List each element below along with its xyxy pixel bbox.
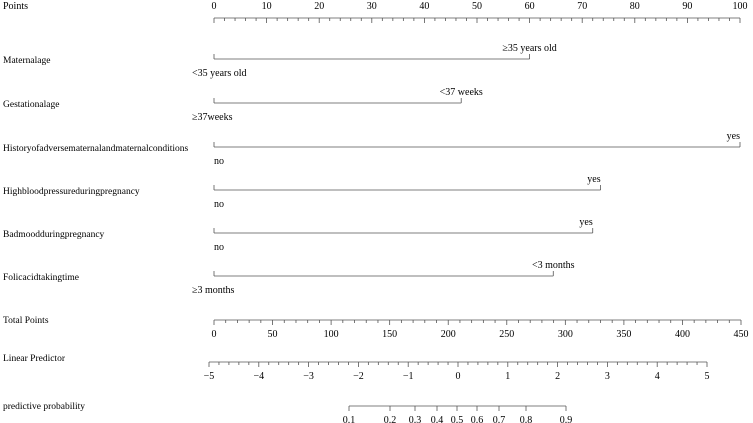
- points-tick-label: 60: [524, 1, 535, 12]
- lp-tick-label: 3: [604, 371, 610, 382]
- total-tick-label: 450: [733, 329, 749, 340]
- probability-tick-label: 0.8: [519, 415, 533, 423]
- points-tick-label: 20: [314, 1, 325, 12]
- variable-label: Badmoodduringpregnancy: [3, 230, 105, 240]
- variable-label: Folicacidtakingtime: [3, 273, 79, 283]
- points-tick-label: 90: [682, 1, 693, 12]
- level-label: <35 years old: [192, 68, 247, 79]
- level-label: no: [214, 242, 224, 253]
- linear-predictor-label: Linear Predictor: [3, 354, 65, 364]
- total-tick-label: 300: [557, 329, 573, 340]
- variable-label: Maternalage: [3, 56, 51, 66]
- lp-tick-label: 0: [455, 371, 461, 382]
- lp-tick-label: −4: [253, 371, 265, 382]
- points-tick-label: 0: [211, 1, 217, 12]
- total-tick-label: 150: [382, 329, 398, 340]
- variable-label: Highbloodpressureduringpregnancy: [3, 187, 140, 197]
- total-tick-label: 0: [211, 329, 217, 340]
- probability-tick-label: 0.9: [559, 415, 573, 423]
- points-tick-label: 10: [261, 1, 272, 12]
- points-tick-label: 40: [419, 1, 430, 12]
- lp-tick-label: −3: [303, 371, 314, 382]
- total-tick-label: 100: [323, 329, 339, 340]
- total-tick-label: 350: [616, 329, 632, 340]
- variable-label: Historyofadversematernalandmaternalconditions: [3, 144, 189, 154]
- probability-tick-label: 0.6: [470, 415, 484, 423]
- level-label: no: [214, 199, 224, 210]
- lp-tick-label: 4: [654, 371, 660, 382]
- points-tick-label: 80: [629, 1, 640, 12]
- points-axis-label: Points: [3, 1, 29, 12]
- total-tick-label: 50: [267, 329, 278, 340]
- level-label: yes: [726, 131, 740, 142]
- lp-tick-label: −1: [402, 371, 414, 382]
- probability-tick-label: 0.1: [342, 415, 356, 423]
- probability-axis-label: predictive probability: [3, 402, 86, 412]
- points-tick-label: 50: [472, 1, 482, 12]
- level-label: ≥3 months: [192, 285, 235, 296]
- total-tick-label: 250: [499, 329, 515, 340]
- lp-tick-label: −2: [353, 371, 364, 382]
- lp-tick-label: 5: [704, 371, 710, 382]
- probability-tick-label: 0.3: [408, 415, 422, 423]
- total-points-label: Total Points: [3, 316, 49, 326]
- level-label: <3 months: [531, 260, 575, 271]
- points-tick-label: 70: [577, 1, 588, 12]
- points-tick-label: 30: [366, 1, 377, 12]
- total-tick-label: 400: [674, 329, 690, 340]
- probability-tick-label: 0.5: [450, 415, 464, 423]
- lp-tick-label: −5: [203, 371, 215, 382]
- level-label: <37 weeks: [439, 87, 483, 98]
- points-tick-label: 100: [732, 1, 748, 12]
- level-label: yes: [579, 217, 593, 228]
- level-label: ≥37weeks: [192, 112, 233, 123]
- lp-tick-label: 2: [555, 371, 561, 382]
- level-label: ≥35 years old: [502, 43, 557, 54]
- total-tick-label: 200: [440, 329, 456, 340]
- level-label: yes: [587, 174, 601, 185]
- variable-label: Gestationalage: [3, 100, 60, 110]
- probability-tick-label: 0.7: [492, 415, 506, 423]
- lp-tick-label: 1: [505, 371, 511, 382]
- level-label: no: [214, 156, 224, 167]
- probability-tick-label: 0.2: [383, 415, 397, 423]
- probability-tick-label: 0.4: [430, 415, 444, 423]
